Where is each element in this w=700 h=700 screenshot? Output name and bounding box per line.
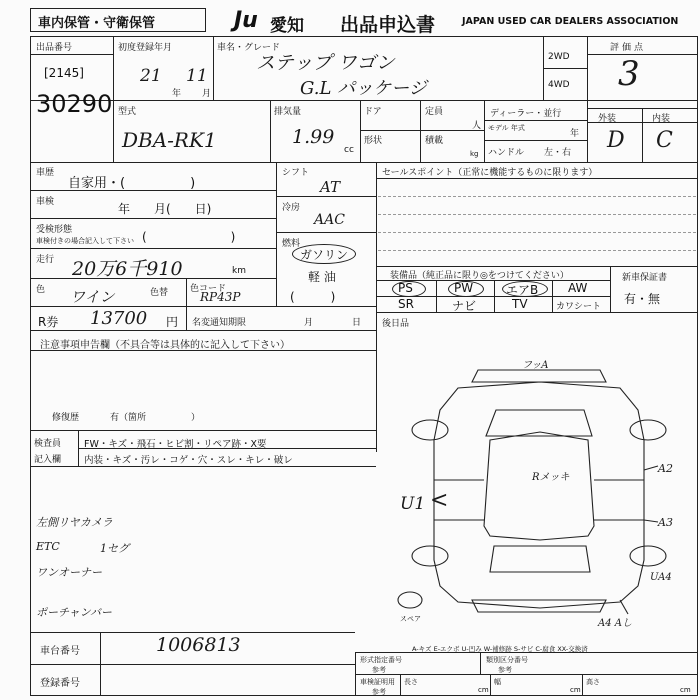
tax-day: 日 — [352, 318, 362, 328]
registration-month-mark: 月 — [202, 89, 212, 99]
shape-label: 形状 — [364, 136, 383, 146]
car-rear — [472, 600, 606, 612]
car-roof — [484, 432, 594, 540]
rating-interior-value: C — [656, 128, 673, 153]
equipment-item-sheet: カワシート — [556, 302, 602, 312]
left-door-line — [434, 480, 484, 520]
equipment-label: 装備品（純正品に限り◎をつけてください） — [390, 271, 569, 281]
dealer-label: ディーラー・並行 — [490, 109, 562, 119]
bottom-height: 高さ — [586, 678, 600, 686]
rear-left-wheel — [412, 546, 448, 566]
handwritten-note-camera: 左側リヤカメラ — [36, 516, 113, 529]
after-market-label: 後日品 — [382, 319, 410, 329]
rear-right-wheel — [630, 546, 666, 566]
diagram-ua-label: UA4 — [650, 572, 672, 583]
bottom-height-cm: cm — [680, 686, 691, 694]
handle-options: 左・右 — [544, 148, 572, 158]
bottom-length: 長さ — [404, 678, 418, 686]
equipment-item-sr: SR — [398, 297, 414, 311]
displacement-label: 排気量 — [274, 107, 302, 117]
right-door-line — [594, 480, 644, 520]
repair-value: 有（箇所 ） — [110, 413, 201, 423]
ju-logo: Ju — [234, 8, 258, 33]
org-name: 愛知 — [270, 16, 304, 36]
handwritten-note-chamber: ポーチャンバー — [36, 606, 112, 619]
diagram-a3-label: A3 — [658, 516, 673, 529]
rating-exterior-value: D — [607, 128, 625, 153]
equipment-item-tv: TV — [512, 297, 528, 311]
fuel-other: ( ) — [290, 290, 336, 304]
inspection-label: 車検 — [36, 197, 55, 207]
drive-2wd: 2WD — [548, 52, 570, 62]
aircon-value: AAC — [314, 212, 345, 228]
rear-glass — [490, 546, 590, 572]
equipment-item-airbag: エアB — [506, 283, 539, 297]
diagram-a2-label: A2 — [658, 462, 673, 475]
bottom-width-cm: cm — [570, 686, 581, 694]
capacity-label: 定員 — [425, 107, 444, 117]
spare-tire — [398, 592, 422, 608]
aircon-label: 冷房 — [282, 203, 301, 213]
registration-label: 初度登録年月 — [118, 43, 173, 53]
equipment-item-pw: PW — [454, 281, 474, 295]
color-value: ワイン — [70, 288, 115, 306]
inspector-row-2: 内装・キズ・汚レ・コゲ・穴・スレ・キレ・破レ — [84, 455, 293, 466]
inspector-label-2: 記入欄 — [34, 455, 62, 465]
bottom-length-cm: cm — [478, 686, 489, 694]
car-outline — [434, 382, 644, 608]
equipment-item-navi: ナビ — [452, 299, 477, 313]
repair-label: 修復歴 — [52, 413, 80, 423]
model-name-label: 車名・グレード — [217, 43, 281, 53]
displacement-unit: cc — [344, 145, 354, 155]
registration-month: 11 — [186, 66, 208, 86]
equipment-item-ps: PS — [398, 281, 413, 295]
color-code-value: RP43P — [200, 290, 241, 304]
registration-number-label: 登録番号 — [40, 678, 80, 689]
bottom-reg-cert: 車検証明用 — [360, 678, 395, 686]
model-year-mark: 年 — [570, 129, 580, 139]
diagram-roof-label: Rメッキ — [532, 472, 570, 483]
handwritten-note-etc: ETC — [36, 540, 60, 553]
bottom-width: 幅 — [494, 678, 501, 686]
color-swap-label: 色替 — [150, 288, 169, 298]
form-subtitle: JAPAN USED CAR DEALERS ASSOCIATION — [462, 16, 679, 27]
warranty-value: 有・無 — [624, 292, 661, 306]
type-value: DBA-RK1 — [122, 128, 217, 152]
front-right-wheel — [630, 420, 666, 440]
color-code-label: 色コード — [190, 284, 227, 294]
door-label: ドア — [364, 107, 382, 117]
rating-value: 3 — [618, 54, 640, 94]
shift-value: AT — [320, 178, 341, 196]
history-value: 自家用・( ) — [68, 176, 196, 191]
load-label: 積載 — [425, 136, 444, 146]
handwritten-ul: U1 — [400, 494, 426, 514]
equipment-item-aw: AW — [568, 281, 588, 295]
r-ticket-unit: 円 — [166, 315, 179, 329]
a2-pointer — [644, 466, 658, 470]
lot-bracket-number: [2145] — [44, 66, 84, 80]
inspection-value: 年 月( 日) — [118, 202, 212, 216]
color-label: 色 — [36, 285, 46, 295]
rating-exterior-label: 外装 — [598, 114, 617, 124]
load-unit: kg — [470, 150, 479, 158]
handle-label: ハンドル — [488, 148, 525, 158]
rating-label: 評価点 — [610, 43, 647, 53]
inspector-label-1: 検査員 — [34, 439, 62, 449]
r-ticket-label: R券 — [38, 315, 59, 329]
handwritten-arrow: < — [430, 488, 449, 513]
fuel-gasoline: ガソリン — [300, 248, 349, 262]
inspector-row-1: FW・キズ・飛石・ヒビ割・リペア跡・X要 — [84, 439, 267, 450]
tax-month: 月 — [304, 318, 314, 328]
chassis-label: 車台番号 — [40, 646, 80, 657]
mileage-unit: km — [232, 266, 246, 276]
receive-value: ( ) — [142, 230, 236, 244]
bottom-ref-1: 参考 — [372, 666, 386, 674]
capacity-unit: 人 — [472, 121, 482, 131]
chassis-value: 1006813 — [156, 634, 241, 656]
storage-tag-label: 車内保管・守衛保管 — [38, 16, 156, 31]
car-diagram — [380, 350, 698, 630]
drive-4wd: 4WD — [548, 80, 570, 90]
bottom-ref-3: 参考 — [372, 688, 386, 696]
receive-label: 受検形態 — [36, 225, 73, 235]
mileage-value: 20万6千910 — [72, 258, 183, 280]
fuel-label: 燃料 — [282, 239, 301, 249]
notes-label: 注意事項申告欄（不具合等は具体的に記入して下さい） — [40, 340, 290, 351]
car-front-hood — [472, 370, 606, 382]
lot-label: 出品番号 — [36, 43, 73, 53]
displacement-value: 1.99 — [292, 126, 335, 148]
lot-number: 30290 — [36, 90, 113, 118]
mileage-label: 走行 — [36, 255, 55, 265]
bottom-classify-label: 類別区分番号 — [486, 656, 528, 664]
model-name-line2: G.L パッケージ — [300, 78, 427, 99]
type-label: 型式 — [118, 107, 137, 117]
registration-year-mark: 年 — [172, 89, 182, 99]
front-left-wheel — [412, 420, 448, 440]
history-label: 車歴 — [36, 168, 55, 178]
model-year-label: モデル 年式 — [488, 124, 525, 132]
registration-year: 21 — [140, 66, 162, 86]
bottom-shape-label: 形式指定番号 — [360, 656, 402, 664]
tax-label: 名変通知期限 — [192, 318, 247, 328]
model-name-line1: ステップ ワゴン — [256, 52, 395, 74]
bottom-ref-2: 参考 — [498, 666, 512, 674]
receive-note: 車検付きの場合記入して下さい — [36, 237, 134, 245]
a3-pointer — [644, 520, 658, 522]
diagram-a4-label: A4 Aし — [598, 618, 632, 629]
rating-interior-label: 内装 — [652, 114, 671, 124]
handwritten-note-owner: ワンオーナー — [36, 566, 102, 579]
diagram-spare-label: スペア — [400, 615, 421, 623]
diagram-top-label: フッA — [522, 360, 549, 371]
form-title: 出品申込書 — [340, 14, 436, 36]
handwritten-mark: 1セグ — [100, 542, 129, 555]
a4-pointer — [620, 600, 628, 614]
r-ticket-value: 13700 — [90, 308, 148, 329]
sales-point-label: セールスポイント（正常に機能するものに限ります） — [382, 168, 598, 178]
shift-label: シフト — [282, 168, 310, 178]
warranty-label: 新車保証書 — [622, 273, 668, 283]
fuel-diesel: 軽 油 — [308, 270, 336, 284]
diagram-legend: A-キズ E-エクボ U-凹み W-補修跡 S-サビ C-腐食 XX-交換済 — [412, 645, 588, 653]
